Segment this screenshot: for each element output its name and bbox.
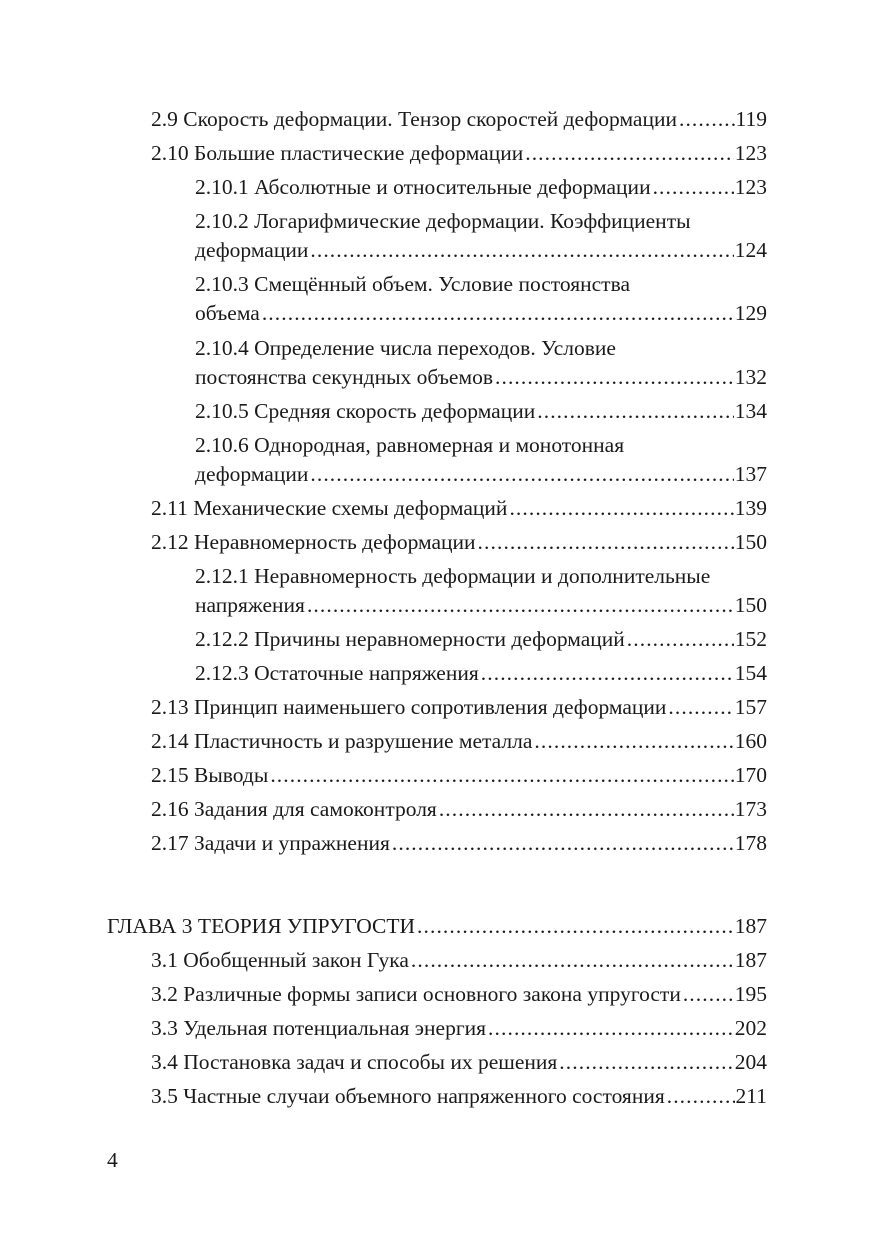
toc-entry-title: 2.10.5 Средняя скорость деформации [195,399,536,423]
toc-entry-title: деформации [195,238,309,262]
dot-leader [653,173,734,201]
toc-entry-page: 173 [734,797,767,821]
toc-entry[interactable] [151,946,767,974]
toc-entry-title: 2.16 Задания для самоконтроля [151,797,437,821]
dot-leader [392,829,734,857]
dot-leader [270,761,733,789]
toc-entry[interactable] [151,795,767,823]
toc-entry[interactable] [195,363,767,391]
dot-leader [481,659,734,687]
toc-entry-page: 119 [735,107,767,131]
toc-entry-page: 157 [734,695,767,719]
toc-entry-title: 3.2 Различные формы записи основного закона упругости [151,982,681,1006]
toc-entry-title-line1: 2.10.6 Однородная, равномерная и монотонная [195,433,625,457]
toc-entry-page: 160 [734,729,767,753]
toc-entry-title-line1: 2.10.4 Определение числа переходов. Условие [195,336,616,360]
toc-entry-title: 2.14 Пластичность и разрушение металла [151,729,533,753]
dot-leader [525,139,734,167]
toc-entry-page: 204 [734,1050,767,1074]
dot-leader [310,460,733,488]
toc-entry[interactable] [151,1082,767,1110]
dot-leader [310,236,733,264]
toc-entry[interactable] [151,980,767,1008]
toc-entry[interactable] [195,299,767,327]
dot-leader [509,494,733,522]
toc-entry-title-line1: 2.12.1 Неравномерность деформации и дополнительные [195,564,711,588]
toc-entry-page: 123 [734,141,767,165]
dot-leader [307,591,734,619]
toc-entry-title: 2.12.2 Причины неравномерности деформаций [195,627,625,651]
dot-leader [411,946,734,974]
toc-entry-title: 2.13 Принцип наименьшего сопротивления деформации [151,695,667,719]
toc-entry[interactable] [195,659,767,687]
toc-entry-title: 2.15 Выводы [151,763,269,787]
toc-entry-page: 154 [734,661,767,685]
toc-entry-title: 3.4 Постановка задач и способы их решения [151,1050,558,1074]
dot-leader [627,625,734,653]
toc-entry-page: 123 [734,175,767,199]
toc-entry[interactable] [151,1048,767,1076]
toc-entry-title: 2.12 Неравномерность деформации [151,530,476,554]
toc-entry[interactable] [195,236,767,264]
toc-entry[interactable] [151,829,767,857]
toc-entry[interactable] [195,591,767,619]
toc-entry-title: постоянства секундных объемов [195,365,493,389]
toc-entry-page: 170 [734,763,767,787]
dot-leader [262,299,734,327]
toc-chapter-entry[interactable] [107,912,767,940]
toc-entry-title: 2.11 Механические схемы деформаций [151,496,508,520]
toc-entry-page: 139 [734,496,767,520]
toc-entry-title: напряжения [195,593,305,617]
toc-entry-page: 195 [734,982,767,1006]
toc-entry-title: деформации [195,462,309,486]
toc-entry[interactable] [195,397,767,425]
toc-entry-page: 211 [735,1084,767,1108]
dot-leader [679,105,735,133]
dot-leader [559,1048,733,1076]
toc-entry-title: 2.9 Скорость деформации. Тензор скоростей деформации [151,107,677,131]
toc-entry[interactable] [151,727,767,755]
dot-leader [417,912,734,940]
dot-leader [683,980,734,1008]
dot-leader [668,693,733,721]
toc-entry[interactable] [151,494,767,522]
toc-entry-title: 2.10.1 Абсолютные и относительные деформации [195,175,651,199]
toc-entry-title: 3.5 Частные случаи объемного напряженного состояния [151,1084,665,1108]
toc-entry-title: объема [195,301,260,325]
toc-entry[interactable] [151,105,767,133]
toc-entry[interactable] [151,1014,767,1042]
toc-entry[interactable] [195,460,767,488]
toc-entry[interactable] [195,625,767,653]
toc-entry-title-line1: 2.10.2 Логарифмические деформации. Коэффициенты [195,209,691,233]
toc-entry[interactable] [195,173,767,201]
dot-leader [488,1014,734,1042]
dot-leader [495,363,734,391]
toc-entry-page: 134 [734,399,767,423]
toc-entry-title: 2.10 Большие пластические деформации [151,141,524,165]
dot-leader [439,795,734,823]
dot-leader [667,1082,735,1110]
toc-entry-title: 3.3 Удельная потенциальная энергия [151,1016,487,1040]
toc-entry-title: 2.17 Задачи и упражнения [151,831,390,855]
toc-entry-page: 152 [734,627,767,651]
toc-entry-page: 137 [734,462,767,486]
toc-entry-title-line1: 2.10.3 Смещённый объем. Условие постоянства [195,272,630,296]
toc-entry[interactable] [151,528,767,556]
toc-entry-page: 202 [734,1016,767,1040]
toc-entry-page: 150 [734,593,767,617]
toc-entry-page: 178 [734,831,767,855]
toc-entry[interactable] [151,693,767,721]
toc-entry-page: 187 [734,948,767,972]
toc-entry-page: 132 [734,365,767,389]
toc-entry-page: 150 [734,530,767,554]
toc-entry[interactable] [151,139,767,167]
dot-leader [478,528,734,556]
toc-entry[interactable] [151,761,767,789]
toc-entry-page: 124 [734,238,767,262]
toc-entry-page: 129 [734,301,767,325]
toc-entry-title: ГЛАВА 3 ТЕОРИЯ УПРУГОСТИ [107,914,416,938]
dot-leader [537,397,734,425]
toc-entry-title: 3.1 Обобщенный закон Гука [151,948,409,972]
toc-entry-title: 2.12.3 Остаточные напряжения [195,661,479,685]
page-number: 4 [107,1148,118,1172]
dot-leader [534,727,733,755]
toc-entry-page: 187 [734,914,767,938]
